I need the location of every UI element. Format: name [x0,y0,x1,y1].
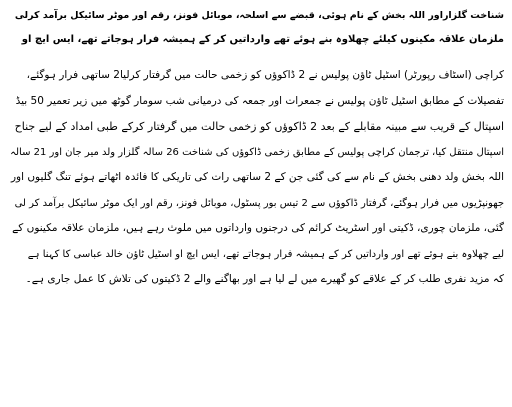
body-line: لیے چھلاوہ بنے ہوئے تھے اور وارداتیں کر کے ہمیشہ فرار ہوجاتے تھے، ایس ایچ او اسٹیل ٹاؤن خالد عباسی کا کہنا ہے [27,248,504,260]
article-body [8,63,504,293]
divider [8,56,504,57]
body-line: اللہ بخش ولد دھنی بخش کے نام سے کی گئی جن کے 2 ساتھی رات کی تاریکی کا فائدہ اٹھاتے ہوئے تنگ گلیوں اور [10,171,504,183]
body-line: کہ مزید نفری طلب کر کے علاقے کو گھیرے میں لے لیا ہے اور بھاگنے والے 2 ڈکیتوں کی تلاش کا عمل جاری ہے۔ [25,273,504,285]
body-line: اسپتال منتقل کیا، ترجمان کراچی پولیس کے مطابق زخمی ڈاکوؤں کی شناخت 26 سالہ گلزار ولد میر جان اور 21 سالہ [10,146,504,158]
body-line: اسپتال کے قریب سے مبینہ مقابلے کے بعد 2 ڈاکوؤں کو زخمی حالت میں گرفتار کرکے طبی امداد کے لیے جناح [14,120,504,133]
body-line: تفصیلات کے مطابق اسٹیل ٹاؤن پولیس نے جمعرات اور جمعہ کی درمیانی شب سومار گوٹھ میں زیر تعمیر 50 بیڈ [15,94,504,107]
body-line: کراچی (اسٹاف رپورٹر) اسٹیل ٹاؤن پولیس نے 2 ڈاکوؤں کو زخمی حالت میں گرفتار کرلیا2 ساتھی فرار ہوگئے، [26,69,504,81]
headline-line: شناخت گلزاراور اللہ بخش کے نام ہوئی، قبضے سے اسلحہ، موبائل فونز، رقم اور موٹر سائیکل برآمد کرلی [14,10,504,21]
body-line: گئی، ملزمان چوری، ڈکیتی اور اسٹریٹ کرائم کی درجنوں وارداتوں میں ملوث رہے ہیں، ملزمان علاقہ مکینوں کے [12,222,504,234]
body-line: جھونپڑیوں میں فرار ہوگئے، گرفتار ڈاکوؤں سے 2 تیس بور پسٹول، موبائل فونز، رقم اور ایک موٹر سائیکل برآمد کر لی [14,197,504,209]
headline [8,4,504,52]
headline-line: ملزمان علاقہ مکینوں کیلئے چھلاوہ بنے ہوئے تھے وارداتیں کر کے ہمیشہ فرار ہوجاتے تھے، ایس ایچ او [21,34,504,45]
